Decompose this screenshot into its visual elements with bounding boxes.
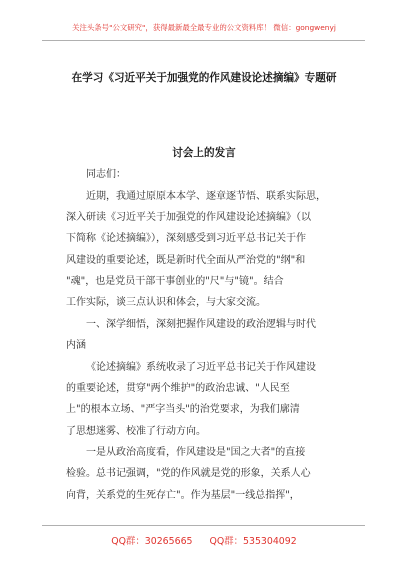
- section-heading-line: 内涵: [66, 340, 86, 351]
- body-line: 上"的根本立场、"严字当头"的治党要求，为我们廓清: [66, 404, 300, 415]
- footer-divider: [42, 525, 365, 526]
- body-line: 了思想迷雾、校准了行动方向。: [66, 426, 206, 437]
- body-line: 《论述摘编》系统收录了习近平总书记关于作风建设: [86, 362, 316, 373]
- footer-qq-group-2: QQ群：535304092: [209, 536, 297, 547]
- body-line: "魂"，也是党员干部干事创业的"尺"与"镜"。结合: [66, 276, 284, 287]
- salutation: 同志们：: [86, 169, 126, 180]
- body-line: 风建设的重要论述，既是新时代全面从严治党的"纲"和: [66, 255, 306, 266]
- body-line: 下简称《论述摘编》），深刻感受到习近平总书记关于作: [66, 233, 306, 244]
- body-line: 近期，我通过原原本本学、逐章逐节悟、联系实际思，: [86, 191, 326, 202]
- body-line: 向背，关系党的生死存亡"。作为基层"一线总指挥"，: [66, 490, 300, 501]
- body-line: 的重要论述，贯穿"两个维护"的政治忠诚、"人民至: [66, 383, 290, 394]
- footer-contact: [0, 533, 408, 547]
- document-title-line-2: 讨会上的发言: [172, 147, 236, 159]
- header-divider: [42, 40, 365, 41]
- header-banner: 关注头条号"公文研究"，获得最新最全最专业的公文资料库！ 微信：gongwenyj: [72, 23, 336, 32]
- document-title-line-1: 在学习《习近平关于加强党的作风建设论述摘编》专题研: [71, 72, 337, 84]
- body-line: 深入研读《习近平关于加强党的作风建设论述摘编》（以: [66, 212, 311, 223]
- footer-qq-group-1: QQ群：30265665: [111, 536, 193, 547]
- section-heading-line: 一、深学细悟，深刻把握作风建设的政治逻辑与时代: [86, 319, 316, 330]
- body-line: 一是从政治高度看，作风建设是"国之大者"的直接: [86, 447, 306, 458]
- body-line: 工作实际，谈三点认识和体会，与大家交流。: [66, 297, 266, 308]
- body-line: 检验。总书记强调，"党的作风就是党的形象，关系人心: [66, 468, 311, 479]
